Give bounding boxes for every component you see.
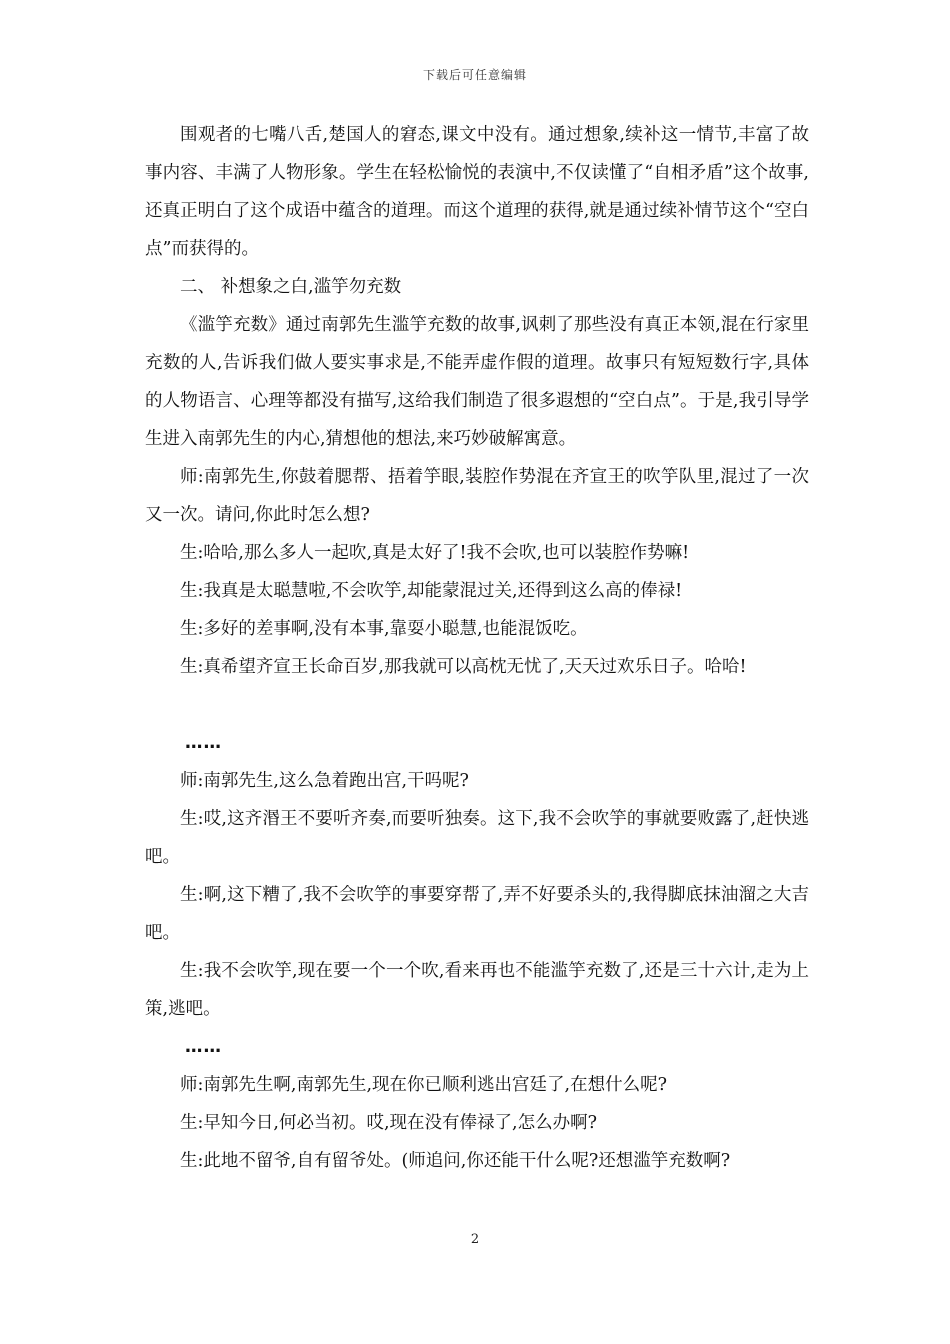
- blank-line: [145, 686, 809, 724]
- paragraph: 《滥竽充数》通过南郭先生滥竽充数的故事,讽刺了那些没有真正本领,混在行家里充数的人,告诉我们做人要实事求是,不能弄虚作假的道理。故事只有短短数行字,具体的人物语言、心理等都没有描写,这给我们制造了很多遐想的“空白点”。于是,我引导学生进入南郭先生的内心,猜想他的想法,来巧妙破解寓意。: [145, 315, 809, 449]
- page-header: 下载后可任意编辑: [422, 68, 527, 82]
- dialogue-line: 生:啊,这下糟了,我不会吹竽的事要穿帮了,弄不好要杀头的,我得脚底抹油溜之大吉吧。: [145, 885, 809, 943]
- ellipsis: ……: [185, 1037, 222, 1057]
- dialogue-line: 师:南郭先生,这么急着跑出宫,干吗呢?: [180, 771, 469, 791]
- dialogue-line: 生:我真是太聪慧啦,不会吹竽,却能蒙混过关,还得到这么高的俸禄!: [180, 581, 683, 601]
- dialogue-line: 生:多好的差事啊,没有本事,靠耍小聪慧,也能混饭吃。: [180, 619, 588, 639]
- ellipsis: ……: [185, 733, 222, 753]
- document-body: [145, 116, 809, 1180]
- dialogue-line: 生:我不会吹竽,现在要一个一个吹,看来再也不能滥竽充数了,还是三十六计,走为上策,逃吧。: [145, 961, 809, 1019]
- dialogue-line: 生:早知今日,何必当初。哎,现在没有俸禄了,怎么办啊?: [180, 1113, 597, 1133]
- dialogue-line: 师:南郭先生啊,南郭先生,现在你已顺利逃出宫廷了,在想什么呢?: [180, 1075, 667, 1095]
- dialogue-line: 师:南郭先生,你鼓着腮帮、捂着竽眼,装腔作势混在齐宣王的吹竽队里,混过了一次又一次。请问,你此时怎么想?: [145, 467, 809, 525]
- dialogue-line: 生:真希望齐宣王长命百岁,那我就可以高枕无忧了,天天过欢乐日子。哈哈!: [180, 657, 747, 677]
- page-number: 2: [470, 1232, 480, 1247]
- paragraph: 围观者的七嘴八舌,楚国人的窘态,课文中没有。通过想象,续补这一情节,丰富了故事内容、丰满了人物形象。学生在轻松愉悦的表演中,不仅读懂了“自相矛盾”这个故事,还真正明白了这个成语中蕴含的道理。而这个道理的获得,就是通过续补情节这个“空白点”而获得的。: [145, 125, 809, 259]
- section-heading: 二、 补想象之白,滥竽勿充数: [180, 277, 402, 297]
- dialogue-line: 生:哈哈,那么多人一起吹,真是太好了!我不会吹,也可以装腔作势嘛!: [180, 543, 690, 563]
- dialogue-line: 生:哎,这齐湣王不要听齐奏,而要听独奏。这下,我不会吹竽的事就要败露了,赶快逃吧。: [145, 809, 809, 867]
- dialogue-line: 生:此地不留爷,自有留爷处。(师追问,你还能干什么呢?还想滥竽充数啊?: [180, 1151, 731, 1171]
